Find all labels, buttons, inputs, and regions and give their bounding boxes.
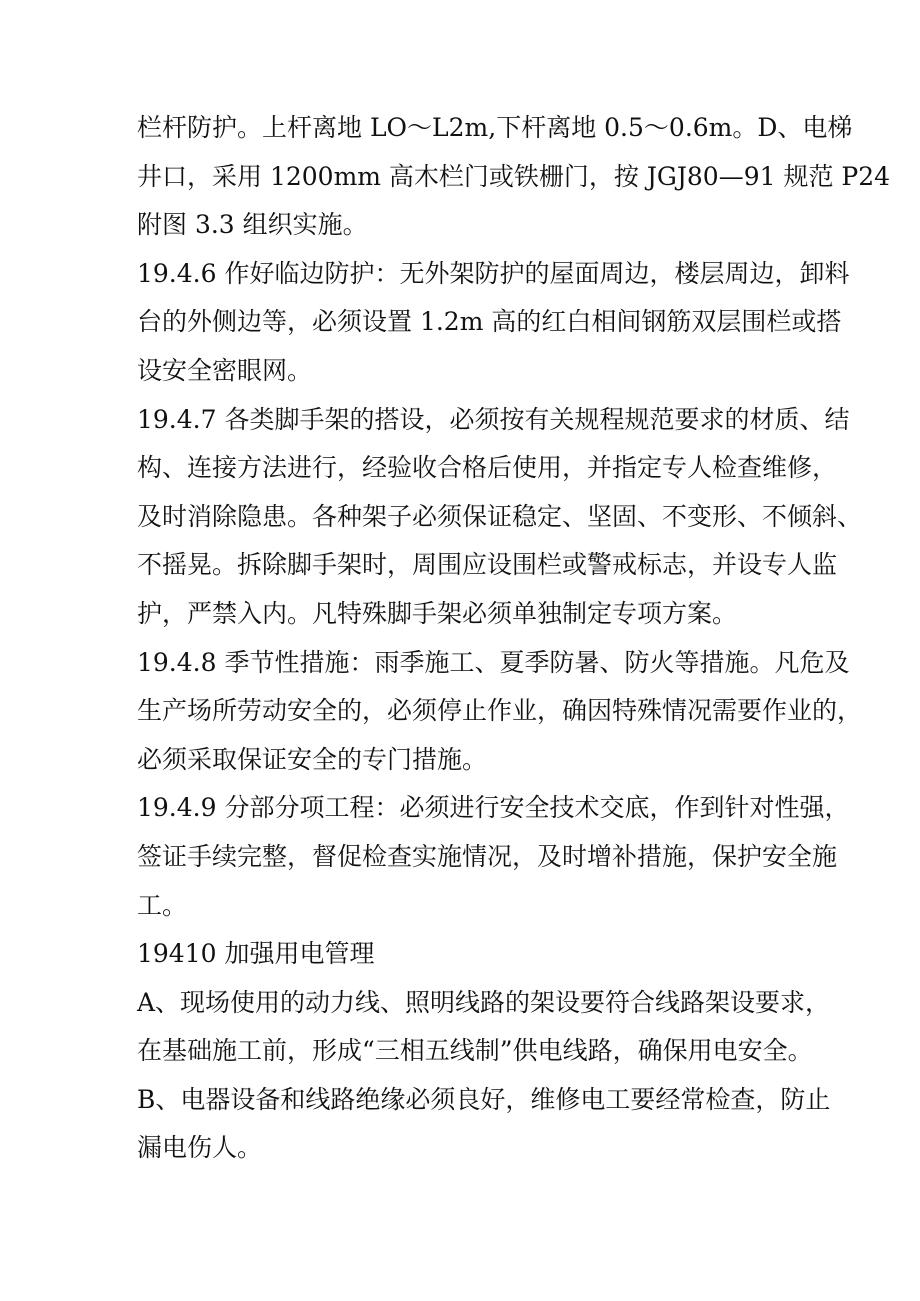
text-line: A、现场使用的动力线、照明线路的架设要符合线路架设要求， <box>137 987 831 1017</box>
paragraph-edge-protection <box>137 250 850 396</box>
text-line: 护，严禁入内。凡特殊脚手架必须单独制定专项方案。 <box>137 598 738 628</box>
text-line: 19.4.9 分部分项工程：必须进行安全技术交底，作到针对性强， <box>137 793 850 823</box>
text-line: 不摇晃。拆除脚手架时，周围应设围栏或警戒标志，并设专人监 <box>137 550 838 580</box>
paragraph-seasonal-measures <box>137 639 863 785</box>
text-line: 设安全密眼网。 <box>137 355 313 385</box>
text-line: 井口，采用 1200mm 高木栏门或铁栅门，按 JGJ80—91 规范 P24 <box>137 161 891 191</box>
text-line: 附图 3.3 组织实施。 <box>137 210 368 240</box>
text-line: 构、连接方法进行，经验收合格后使用，并指定专人检查维修， <box>137 453 838 483</box>
text-line: 漏电伤人。 <box>137 1133 263 1163</box>
paragraph-item-b <box>137 1076 831 1173</box>
text-line: 19.4.7 各类脚手架的搭设，必须按有关规程规范要求的材质、结 <box>137 404 850 434</box>
paragraph-scaffolding <box>137 396 863 639</box>
text-line: 生产场所劳动安全的，必须停止作业，确因特殊情况需要作业的， <box>137 696 863 726</box>
section-heading-electricity <box>137 930 797 979</box>
text-line: 台的外侧边等，必须设置 1.2m 高的红白相间钢筋双层围栏或搭 <box>137 307 842 337</box>
document-body <box>137 104 891 1173</box>
text-line: 必须采取保证安全的专门措施。 <box>137 744 488 774</box>
text-line: 19.4.6 作好临边防护：无外架防护的屋面周边，楼层周边，卸料 <box>137 258 850 288</box>
paragraph-item-a <box>137 979 831 1076</box>
text-line: 栏杆防护。上杆离地 LO～L2m,下杆离地 0.5～0.6m。D、电梯 <box>137 113 853 142</box>
text-line: 及时消除隐患。各种架子必须保证稳定、坚固、不变形、不倾斜、 <box>137 501 863 531</box>
paragraph-stair-railing <box>137 104 891 250</box>
paragraph-subdivisional-works <box>137 784 850 930</box>
text-line: 19410 加强用电管理 <box>137 939 375 969</box>
text-line: 在基础施工前，形成“三相五线制”供电线路，确保用电安全。 <box>137 1036 813 1066</box>
text-line: B、电器设备和线路绝缘必须良好，维修电工要经常检查，防止 <box>137 1084 831 1114</box>
text-line: 签证手续完整，督促检查实施情况，及时增补措施，保护安全施 <box>137 841 838 871</box>
text-line: 工。 <box>137 890 188 920</box>
text-line: 19.4.8 季节性措施：雨季施工、夏季防暑、防火等措施。凡危及 <box>137 647 850 677</box>
